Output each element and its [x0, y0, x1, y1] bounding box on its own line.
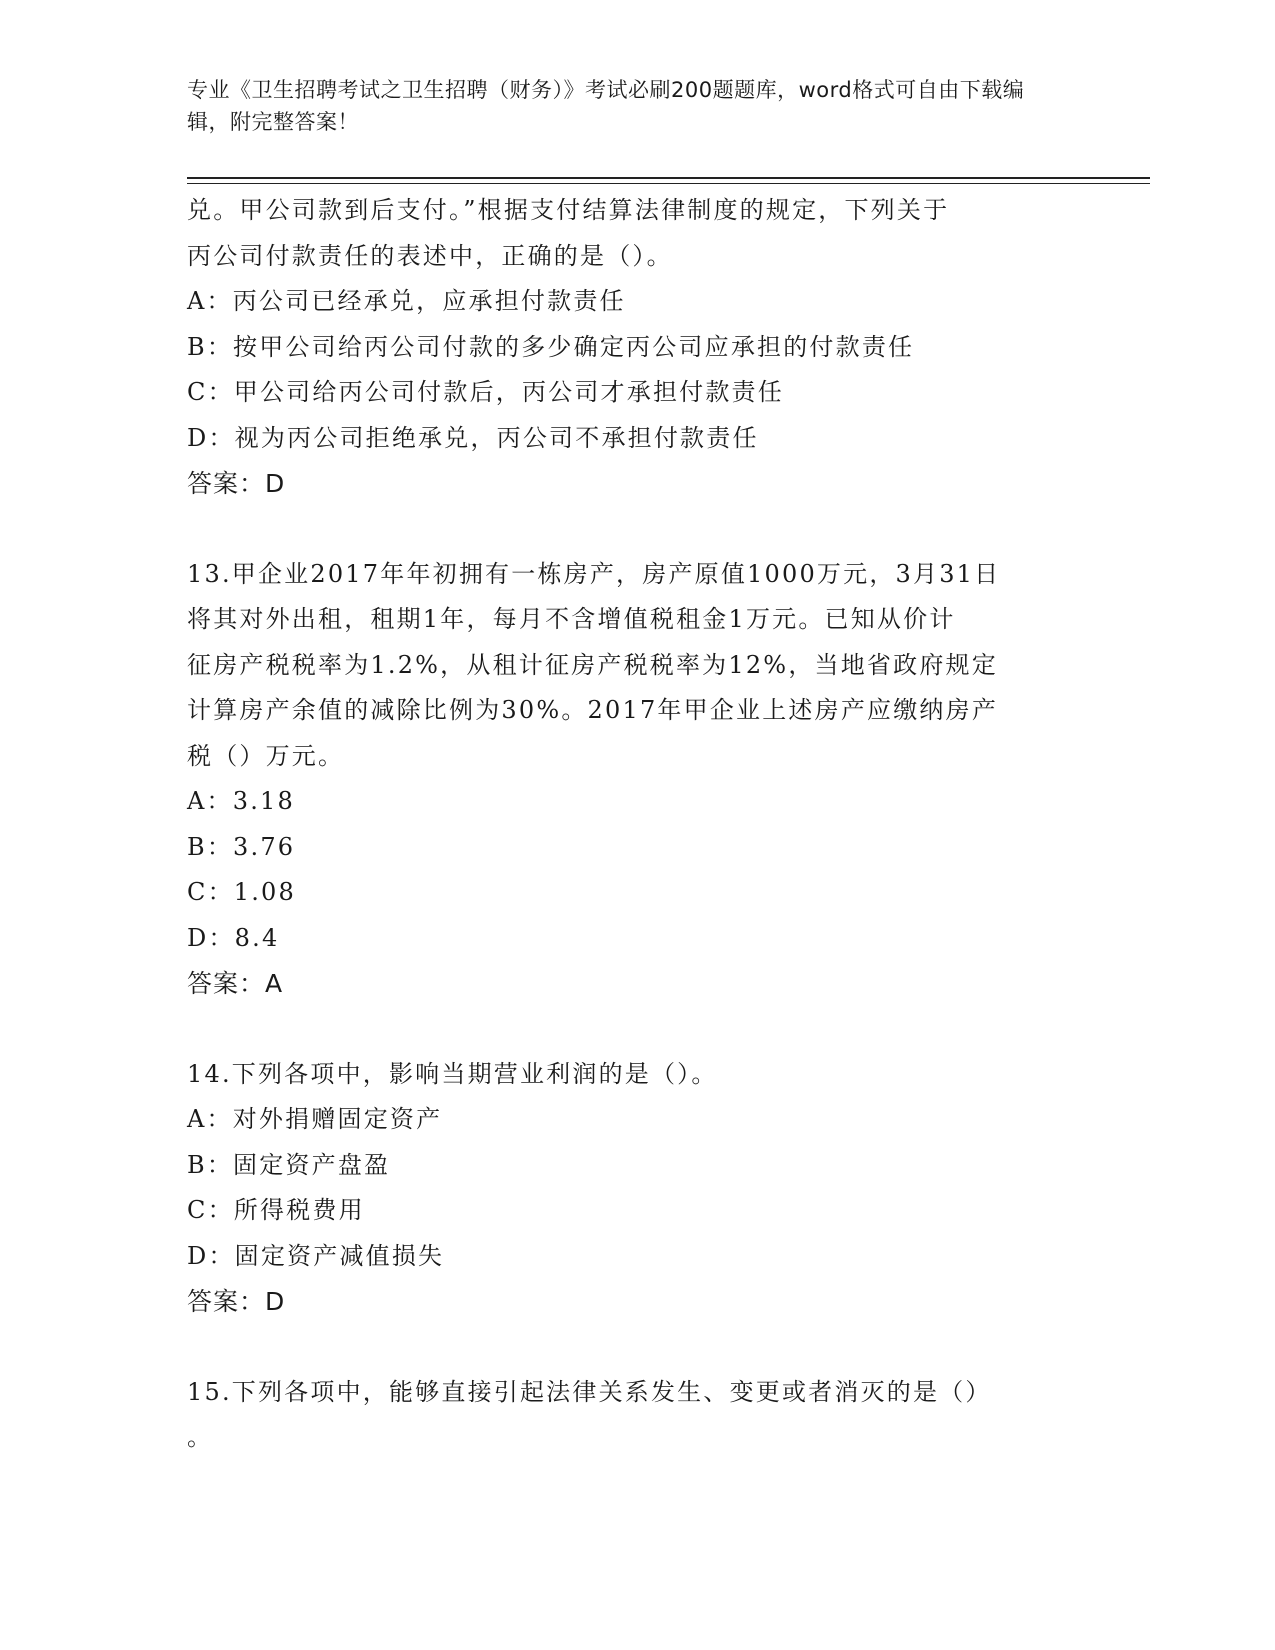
- document-header: [187, 74, 1057, 138]
- question-15: [187, 1370, 1097, 1461]
- stem-line: 14.下列各项中，影响当期营业利润的是（）。: [187, 1059, 718, 1088]
- option-d: D：视为丙公司拒绝承兑，丙公司不承担付款责任: [187, 423, 759, 452]
- stem-line: 15.下列各项中，能够直接引起法律关系发生、变更或者消灭的是（）: [187, 1377, 992, 1406]
- option-b: B：按甲公司给丙公司付款的多少确定丙公司应承担的付款责任: [187, 332, 915, 361]
- stem-line: 13.甲企业2017年年初拥有一栋房产，房产原值1000万元，3月31日: [187, 559, 1001, 588]
- question-stem: [187, 1052, 1097, 1098]
- stem-line: 征房产税税率为1.2%，从租计征房产税税率为12%，当地省政府规定: [187, 650, 998, 679]
- question-stem: [187, 552, 1097, 780]
- answer-line: 答案：A: [187, 969, 284, 998]
- question-spacer: [187, 1007, 1097, 1052]
- question-12: [187, 188, 1097, 507]
- answer-line: 答案：D: [187, 469, 286, 498]
- stem-line: 计算房产余值的减除比例为30%。2017年甲企业上述房产应缴纳房产: [187, 696, 999, 724]
- answer-line: 答案：D: [187, 1287, 286, 1316]
- question-spacer: [187, 1325, 1097, 1370]
- option-c: C：所得税费用: [187, 1196, 365, 1224]
- option-b: B：固定资产盘盈: [187, 1150, 391, 1179]
- stem-line: 将其对外出租，租期1年，每月不含增值税租金1万元。已知从价计: [187, 605, 956, 633]
- question-stem: [187, 188, 1097, 279]
- question-spacer: [187, 507, 1097, 552]
- document-title: 专业《卫生招聘考试之卫生招聘（财务）》考试必刷200题题库，word格式可自由下载编辑，附完整答案！: [187, 78, 1025, 134]
- option-b: B：3.76: [187, 832, 296, 861]
- stem-line: 兑。甲公司款到后支付。”根据支付结算法律制度的规定，下列关于: [187, 196, 950, 224]
- option-c: C：甲公司给丙公司付款后，丙公司才承担付款责任: [187, 378, 784, 406]
- option-d: D：固定资产减值损失: [187, 1241, 445, 1270]
- question-stem: [187, 1370, 1097, 1461]
- option-a: A：对外捐赠固定资产: [187, 1105, 443, 1133]
- question-14: [187, 1052, 1097, 1325]
- stem-line: 丙公司付款责任的表述中，正确的是（）。: [187, 241, 673, 270]
- question-content: [187, 188, 1097, 1461]
- question-13: [187, 552, 1097, 1007]
- header-divider-thin: [187, 183, 1150, 184]
- option-c: C：1.08: [187, 878, 297, 906]
- stem-line: 。: [187, 1423, 214, 1451]
- header-divider-thick: [187, 177, 1150, 179]
- option-d: D：8.4: [187, 923, 280, 952]
- stem-line: 税（）万元。: [187, 741, 345, 770]
- option-a: A：3.18: [187, 787, 295, 815]
- option-a: A：丙公司已经承兑，应承担付款责任: [187, 287, 626, 315]
